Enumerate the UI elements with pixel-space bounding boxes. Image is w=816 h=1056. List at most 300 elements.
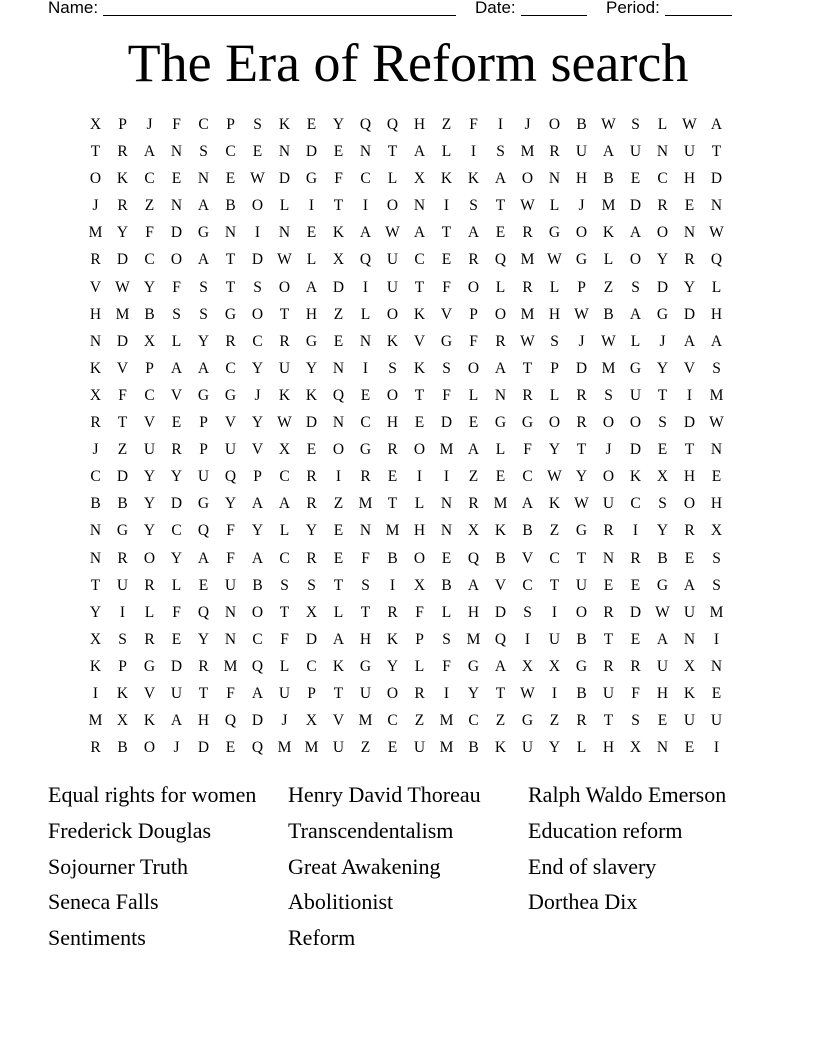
grid-letter[interactable]: N [170, 197, 183, 215]
grid-letter[interactable]: W [574, 305, 589, 323]
grid-letter[interactable]: X [305, 712, 318, 730]
grid-letter[interactable]: L [279, 657, 290, 675]
grid-letter[interactable]: T [711, 143, 722, 161]
grid-letter[interactable]: C [252, 332, 263, 350]
grid-letter[interactable]: U [170, 684, 183, 702]
grid-letter[interactable]: B [468, 739, 479, 757]
grid-letter[interactable]: F [226, 522, 235, 540]
grid-letter[interactable]: M [466, 630, 481, 648]
grid-letter[interactable]: V [143, 414, 156, 432]
grid-letter[interactable]: Q [494, 630, 507, 648]
grid-letter[interactable]: Y [143, 495, 156, 513]
grid-letter[interactable]: M [709, 386, 724, 404]
grid-letter[interactable]: C [252, 630, 263, 648]
grid-letter[interactable]: S [658, 414, 667, 432]
grid-letter[interactable]: Y [305, 359, 318, 377]
grid-letter[interactable]: Q [467, 549, 480, 567]
grid-letter[interactable]: E [657, 441, 668, 459]
grid-letter[interactable]: I [362, 359, 369, 377]
grid-letter[interactable]: R [90, 739, 101, 757]
grid-letter[interactable]: N [278, 224, 291, 242]
grid-letter[interactable]: P [415, 630, 424, 648]
grid-letter[interactable]: M [520, 251, 535, 269]
grid-letter[interactable]: C [279, 468, 290, 486]
grid-letter[interactable]: G [197, 224, 210, 242]
grid-letter[interactable]: T [576, 549, 587, 567]
grid-letter[interactable]: E [333, 332, 344, 350]
grid-letter[interactable]: U [224, 576, 237, 594]
grid-letter[interactable]: O [386, 386, 399, 404]
grid-letter[interactable]: A [710, 116, 723, 133]
grid-letter[interactable]: S [631, 278, 640, 296]
grid-letter[interactable]: T [333, 197, 344, 215]
grid-letter[interactable]: F [172, 603, 181, 621]
grid-letter[interactable]: O [89, 170, 102, 188]
grid-letter[interactable]: W [385, 224, 400, 242]
grid-letter[interactable]: U [683, 603, 696, 621]
grid-letter[interactable]: G [305, 170, 318, 188]
grid-letter[interactable]: R [522, 224, 533, 242]
grid-letter[interactable]: G [440, 332, 453, 350]
grid-letter[interactable]: N [332, 414, 345, 432]
grid-letter[interactable]: X [143, 332, 156, 350]
grid-letter[interactable]: Y [197, 332, 210, 350]
grid-letter[interactable]: E [684, 197, 695, 215]
grid-letter[interactable]: K [413, 305, 426, 323]
grid-letter[interactable]: E [171, 630, 182, 648]
grid-letter[interactable]: R [468, 495, 479, 513]
grid-letter[interactable]: E [333, 143, 344, 161]
grid-letter[interactable]: P [253, 468, 262, 486]
grid-letter[interactable]: L [279, 197, 290, 215]
grid-letter[interactable]: W [520, 197, 535, 215]
grid-letter[interactable]: X [413, 170, 426, 188]
grid-letter[interactable]: O [629, 414, 642, 432]
grid-letter[interactable]: E [495, 224, 506, 242]
grid-letter[interactable]: Z [468, 468, 479, 486]
grid-letter[interactable]: A [629, 305, 642, 323]
grid-letter[interactable]: D [116, 332, 129, 350]
grid-letter[interactable]: V [116, 359, 129, 377]
grid-letter[interactable]: V [143, 684, 156, 702]
grid-letter[interactable]: I [632, 522, 639, 540]
grid-letter[interactable]: T [549, 576, 560, 594]
grid-letter[interactable]: U [224, 441, 237, 459]
grid-letter[interactable]: E [441, 251, 452, 269]
grid-letter[interactable]: E [171, 414, 182, 432]
grid-letter[interactable]: A [413, 224, 426, 242]
grid-letter[interactable]: E [468, 414, 479, 432]
grid-letter[interactable]: E [360, 386, 371, 404]
grid-letter[interactable]: S [712, 549, 721, 567]
grid-letter[interactable]: E [441, 549, 452, 567]
grid-letter[interactable]: L [333, 603, 344, 621]
grid-letter[interactable]: T [225, 251, 236, 269]
grid-letter[interactable]: T [90, 143, 101, 161]
grid-letter[interactable]: C [144, 386, 155, 404]
grid-letter[interactable]: I [713, 739, 720, 757]
grid-letter[interactable]: Y [143, 522, 156, 540]
grid-letter[interactable]: B [576, 630, 587, 648]
grid-letter[interactable]: J [92, 197, 99, 215]
grid-letter[interactable]: N [656, 143, 669, 161]
grid-letter[interactable]: U [683, 712, 696, 730]
grid-letter[interactable]: V [170, 386, 183, 404]
grid-letter[interactable]: D [170, 657, 183, 675]
grid-letter[interactable]: E [306, 224, 317, 242]
grid-letter[interactable]: O [278, 278, 291, 296]
grid-letter[interactable]: P [226, 116, 235, 133]
grid-letter[interactable]: A [251, 549, 264, 567]
name-line[interactable] [103, 15, 456, 16]
grid-letter[interactable]: O [494, 305, 507, 323]
grid-letter[interactable]: P [118, 657, 127, 675]
grid-letter[interactable]: E [495, 468, 506, 486]
grid-letter[interactable]: T [279, 603, 290, 621]
grid-letter[interactable]: I [362, 197, 369, 215]
grid-letter[interactable]: N [332, 359, 345, 377]
grid-letter[interactable]: T [495, 197, 506, 215]
grid-letter[interactable]: L [414, 495, 425, 513]
grid-letter[interactable]: A [305, 278, 318, 296]
grid-letter[interactable]: I [443, 468, 450, 486]
grid-letter[interactable]: B [522, 522, 533, 540]
grid-letter[interactable]: U [602, 684, 615, 702]
grid-letter[interactable]: S [361, 576, 370, 594]
grid-letter[interactable]: L [441, 603, 452, 621]
grid-letter[interactable]: D [629, 441, 642, 459]
grid-letter[interactable]: R [306, 468, 317, 486]
grid-letter[interactable]: W [709, 414, 724, 432]
grid-letter[interactable]: S [523, 603, 532, 621]
grid-letter[interactable]: B [117, 495, 128, 513]
grid-letter[interactable]: O [251, 305, 264, 323]
grid-letter[interactable]: S [199, 278, 208, 296]
grid-letter[interactable]: T [279, 305, 290, 323]
grid-letter[interactable]: O [683, 495, 696, 513]
grid-letter[interactable]: N [548, 170, 561, 188]
grid-letter[interactable]: R [522, 386, 533, 404]
grid-letter[interactable]: C [387, 712, 398, 730]
grid-letter[interactable]: R [657, 197, 668, 215]
grid-letter[interactable]: T [522, 359, 533, 377]
grid-letter[interactable]: Y [548, 441, 561, 459]
grid-letter[interactable]: O [629, 251, 642, 269]
grid-letter[interactable]: D [278, 170, 291, 188]
grid-letter[interactable]: D [494, 603, 507, 621]
grid-letter[interactable]: Y [197, 630, 210, 648]
grid-letter[interactable]: R [360, 468, 371, 486]
grid-letter[interactable]: D [332, 278, 345, 296]
grid-letter[interactable]: Q [359, 116, 372, 133]
grid-letter[interactable]: P [550, 359, 559, 377]
grid-letter[interactable]: Q [197, 603, 210, 621]
grid-letter[interactable]: D [116, 468, 129, 486]
grid-letter[interactable]: S [496, 143, 505, 161]
grid-letter[interactable]: G [575, 522, 588, 540]
grid-letter[interactable]: G [521, 414, 534, 432]
grid-letter[interactable]: X [683, 657, 696, 675]
grid-letter[interactable]: D [440, 414, 453, 432]
grid-letter[interactable]: P [577, 278, 586, 296]
grid-letter[interactable]: V [494, 576, 507, 594]
grid-letter[interactable]: Z [441, 116, 452, 133]
grid-letter[interactable]: K [629, 468, 642, 486]
grid-letter[interactable]: G [521, 712, 534, 730]
grid-letter[interactable]: J [578, 197, 585, 215]
grid-letter[interactable]: Z [603, 278, 614, 296]
grid-letter[interactable]: Y [116, 224, 129, 242]
grid-letter[interactable]: K [440, 170, 453, 188]
grid-letter[interactable]: E [306, 116, 317, 133]
grid-letter[interactable]: G [116, 522, 129, 540]
grid-letter[interactable]: K [494, 739, 507, 757]
grid-letter[interactable]: Y [386, 657, 399, 675]
grid-letter[interactable]: B [90, 495, 101, 513]
grid-letter[interactable]: D [197, 739, 210, 757]
grid-letter[interactable]: T [414, 386, 425, 404]
grid-letter[interactable]: P [469, 305, 478, 323]
grid-letter[interactable]: E [657, 712, 668, 730]
grid-letter[interactable]: L [144, 603, 155, 621]
grid-letter[interactable]: O [467, 359, 480, 377]
grid-letter[interactable]: A [629, 224, 642, 242]
grid-letter[interactable]: I [551, 684, 558, 702]
grid-letter[interactable]: E [711, 468, 722, 486]
grid-letter[interactable]: I [686, 386, 693, 404]
grid-letter[interactable]: I [92, 684, 99, 702]
grid-letter[interactable]: W [520, 332, 535, 350]
grid-letter[interactable]: R [603, 657, 614, 675]
grid-letter[interactable]: W [250, 170, 265, 188]
grid-letter[interactable]: Y [332, 116, 345, 133]
grid-letter[interactable]: I [713, 630, 720, 648]
grid-letter[interactable]: R [630, 657, 641, 675]
grid-letter[interactable]: U [359, 684, 372, 702]
grid-letter[interactable]: N [89, 549, 102, 567]
grid-letter[interactable]: W [655, 603, 670, 621]
grid-letter[interactable]: C [306, 657, 317, 675]
grid-letter[interactable]: A [278, 495, 291, 513]
grid-letter[interactable]: M [601, 359, 616, 377]
grid-letter[interactable]: T [441, 224, 452, 242]
grid-letter[interactable]: Y [656, 251, 669, 269]
grid-letter[interactable]: N [359, 332, 372, 350]
grid-letter[interactable]: N [656, 739, 669, 757]
grid-letter[interactable]: Y [170, 468, 183, 486]
grid-letter[interactable]: E [414, 414, 425, 432]
grid-letter[interactable]: G [143, 657, 156, 675]
grid-letter[interactable]: N [710, 197, 723, 215]
grid-letter[interactable]: L [468, 386, 479, 404]
grid-letter[interactable]: U [197, 468, 210, 486]
grid-letter[interactable]: W [709, 224, 724, 242]
grid-letter[interactable]: A [467, 576, 480, 594]
grid-letter[interactable]: Q [494, 251, 507, 269]
grid-letter[interactable]: K [548, 495, 561, 513]
grid-letter[interactable]: A [413, 143, 426, 161]
grid-letter[interactable]: F [442, 657, 451, 675]
grid-letter[interactable]: C [279, 549, 290, 567]
grid-letter[interactable]: R [279, 332, 290, 350]
grid-letter[interactable]: F [226, 549, 235, 567]
grid-letter[interactable]: B [225, 197, 236, 215]
grid-letter[interactable]: E [198, 576, 209, 594]
grid-letter[interactable]: F [361, 549, 370, 567]
grid-letter[interactable]: T [603, 630, 614, 648]
grid-letter[interactable]: X [278, 441, 291, 459]
grid-letter[interactable]: L [387, 170, 398, 188]
grid-letter[interactable]: Q [359, 251, 372, 269]
grid-letter[interactable]: R [387, 441, 398, 459]
grid-letter[interactable]: L [360, 305, 371, 323]
grid-letter[interactable]: R [198, 657, 209, 675]
grid-letter[interactable]: W [547, 468, 562, 486]
grid-letter[interactable]: V [413, 332, 426, 350]
grid-letter[interactable]: G [224, 305, 237, 323]
grid-letter[interactable]: Z [144, 197, 155, 215]
grid-letter[interactable]: U [710, 712, 723, 730]
grid-letter[interactable]: E [630, 630, 641, 648]
grid-letter[interactable]: J [578, 332, 585, 350]
grid-letter[interactable]: K [89, 657, 102, 675]
grid-letter[interactable]: C [171, 522, 182, 540]
grid-letter[interactable]: J [146, 116, 153, 133]
grid-letter[interactable]: M [709, 603, 724, 621]
grid-letter[interactable]: V [683, 359, 696, 377]
grid-letter[interactable]: Y [251, 359, 264, 377]
grid-letter[interactable]: W [574, 495, 589, 513]
grid-letter[interactable]: X [467, 522, 480, 540]
grid-letter[interactable]: N [224, 603, 237, 621]
grid-letter[interactable]: L [549, 386, 560, 404]
grid-letter[interactable]: A [602, 143, 615, 161]
grid-letter[interactable]: H [683, 468, 696, 486]
grid-letter[interactable]: M [88, 712, 103, 730]
grid-letter[interactable]: N [89, 332, 102, 350]
grid-letter[interactable]: H [548, 305, 561, 323]
grid-letter[interactable]: X [89, 386, 102, 404]
grid-letter[interactable]: Y [548, 739, 561, 757]
grid-letter[interactable]: G [359, 441, 372, 459]
grid-letter[interactable]: S [469, 197, 478, 215]
grid-letter[interactable]: H [386, 414, 399, 432]
grid-letter[interactable]: A [197, 197, 210, 215]
grid-letter[interactable]: N [413, 197, 426, 215]
grid-letter[interactable]: Q [251, 657, 264, 675]
grid-letter[interactable]: K [386, 630, 399, 648]
grid-letter[interactable]: X [116, 712, 129, 730]
grid-letter[interactable]: E [387, 468, 398, 486]
grid-letter[interactable]: R [117, 143, 128, 161]
grid-letter[interactable]: M [520, 143, 535, 161]
grid-letter[interactable]: D [305, 143, 318, 161]
grid-letter[interactable]: M [304, 739, 319, 757]
grid-letter[interactable]: S [388, 359, 397, 377]
grid-letter[interactable]: F [145, 224, 154, 242]
grid-letter[interactable]: R [117, 197, 128, 215]
grid-letter[interactable]: A [170, 359, 183, 377]
grid-letter[interactable]: T [198, 684, 209, 702]
grid-letter[interactable]: L [630, 332, 641, 350]
grid-letter[interactable]: N [359, 143, 372, 161]
grid-letter[interactable]: T [90, 576, 101, 594]
grid-letter[interactable]: L [603, 251, 614, 269]
grid-letter[interactable]: Y [251, 414, 264, 432]
grid-letter[interactable]: A [683, 576, 696, 594]
grid-letter[interactable]: T [225, 278, 236, 296]
grid-letter[interactable]: D [170, 495, 183, 513]
grid-letter[interactable]: N [494, 386, 507, 404]
grid-letter[interactable]: G [494, 414, 507, 432]
grid-letter[interactable]: A [359, 224, 372, 242]
grid-letter[interactable]: X [629, 739, 642, 757]
grid-letter[interactable]: X [305, 603, 318, 621]
grid-letter[interactable]: A [494, 359, 507, 377]
grid-letter[interactable]: J [92, 441, 99, 459]
grid-letter[interactable]: R [522, 278, 533, 296]
grid-letter[interactable]: X [332, 251, 345, 269]
grid-letter[interactable]: N [710, 441, 723, 459]
grid-letter[interactable]: M [601, 197, 616, 215]
grid-letter[interactable]: Q [224, 712, 237, 730]
grid-letter[interactable]: C [360, 414, 371, 432]
grid-letter[interactable]: O [251, 603, 264, 621]
grid-letter[interactable]: A [710, 332, 723, 350]
grid-letter[interactable]: I [254, 224, 261, 242]
grid-letter[interactable]: C [468, 712, 479, 730]
grid-letter[interactable]: S [631, 712, 640, 730]
grid-letter[interactable]: G [305, 332, 318, 350]
grid-letter[interactable]: O [413, 549, 426, 567]
grid-letter[interactable]: B [387, 549, 398, 567]
grid-letter[interactable]: A [197, 251, 210, 269]
grid-letter[interactable]: R [306, 549, 317, 567]
grid-letter[interactable]: E [387, 739, 398, 757]
grid-letter[interactable]: Q [251, 739, 264, 757]
grid-letter[interactable]: M [358, 712, 373, 730]
grid-letter[interactable]: J [659, 332, 666, 350]
grid-letter[interactable]: H [413, 116, 426, 133]
grid-letter[interactable]: U [629, 386, 642, 404]
grid-letter[interactable]: R [414, 684, 425, 702]
grid-letter[interactable]: K [413, 359, 426, 377]
grid-letter[interactable]: X [413, 576, 426, 594]
grid-letter[interactable]: G [575, 251, 588, 269]
grid-letter[interactable]: F [280, 630, 289, 648]
grid-letter[interactable]: G [575, 657, 588, 675]
grid-letter[interactable]: M [223, 657, 238, 675]
grid-letter[interactable]: G [629, 359, 642, 377]
grid-letter[interactable]: C [414, 251, 425, 269]
grid-letter[interactable]: C [144, 170, 155, 188]
grid-letter[interactable]: F [631, 684, 640, 702]
grid-letter[interactable]: E [306, 441, 317, 459]
grid-letter[interactable]: X [521, 657, 534, 675]
grid-letter[interactable]: J [173, 739, 180, 757]
grid-letter[interactable]: X [710, 522, 723, 540]
grid-letter[interactable]: V [521, 549, 534, 567]
grid-letter[interactable]: U [116, 576, 129, 594]
grid-letter[interactable]: U [332, 739, 345, 757]
grid-letter[interactable]: R [603, 603, 614, 621]
grid-letter[interactable]: K [116, 170, 129, 188]
grid-letter[interactable]: F [469, 116, 478, 133]
grid-letter[interactable]: S [442, 630, 451, 648]
grid-letter[interactable]: C [225, 359, 236, 377]
grid-letter[interactable]: S [307, 576, 316, 594]
grid-letter[interactable]: A [143, 143, 156, 161]
